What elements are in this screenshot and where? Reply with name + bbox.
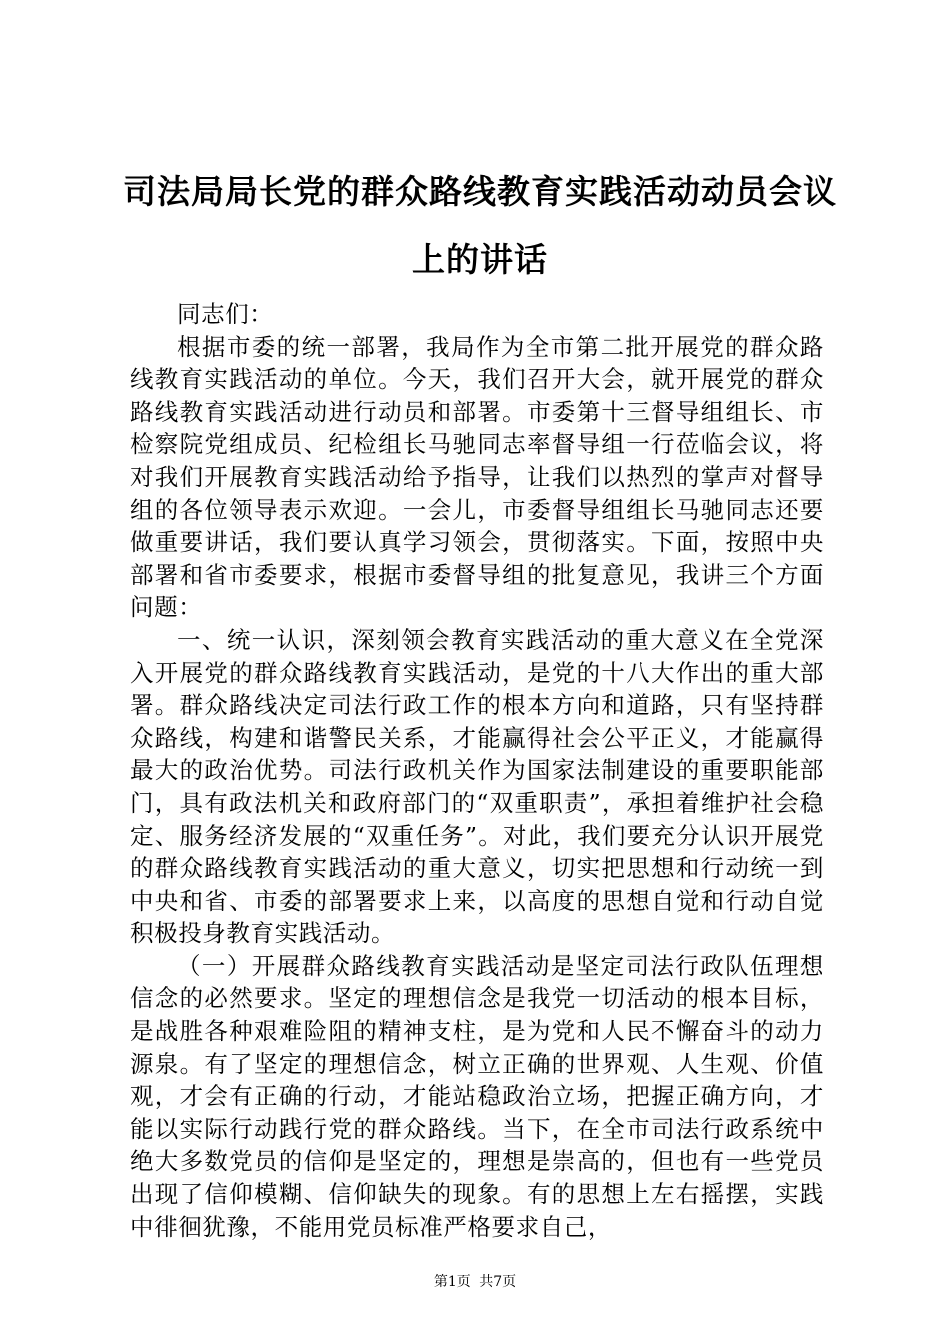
salutation-paragraph: 同志们： xyxy=(177,300,274,328)
page-footer xyxy=(0,1271,950,1291)
document-body xyxy=(130,298,824,1243)
page-number: 第1页 xyxy=(433,1274,471,1290)
subsection-one-paragraph: （一）开展群众路线教育实践活动是坚定司法行政队伍理想信念的必然要求。坚定的理想信念是我党一切活动的根本目标，是战胜各种艰难险阻的精神支柱，是为党和人民不懈奋斗的动力源泉。有了坚定的理想信念，树立正确的世界观、人生观、价值观，才会有正确的行动，才能站稳政治立场，把握正确方向，才能以实际行动践行党的群众路线。当下，在全市司法行政系统中绝大多数党员的信仰是坚定的，理想是崇高的，但也有一些党员出现了信仰模糊、信仰缺失的现象。有的思想上左右摇摆，实践中徘徊犹豫，不能用党员标准严格要求自己， xyxy=(130,951,824,1241)
page-total: 共7页 xyxy=(479,1274,517,1290)
document-title: 司法局局长党的群众路线教育实践活动动员会议上的讲话 xyxy=(123,172,837,279)
intro-paragraph: 根据市委的统一部署，我局作为全市第二批开展党的群众路线教育实践活动的单位。今天，我们召开大会，就开展党的群众路线教育实践活动进行动员和部署。市委第十三督导组组长、市检察院党组成员、纪检组长马驰同志率督导组一行莅临会议，将对我们开展教育实践活动给予指导，让我们以热烈的掌声对督导组的各位领导表示欢迎。一会儿，市委督导组组长马驰同志还要做重要讲话，我们要认真学习领会，贯彻落实。下面，按照中央部署和省市委要求，根据市委督导组的批复意见，我讲三个方面问题： xyxy=(130,332,824,622)
section-one-paragraph: 一、统一认识，深刻领会教育实践活动的重大意义在全党深入开展党的群众路线教育实践活动，是党的十八大作出的重大部署。群众路线决定司法行政工作的根本方向和道路，只有坚持群众路线，构建和谐警民关系，才能赢得社会公平正义，才能赢得最大的政治优势。司法行政机关作为国家法制建设的重要职能部门，具有政法机关和政府部门的“双重职责”，承担着维护社会稳定、服务经济发展的“双重任务”。对此，我们要充分认识开展党的群众路线教育实践活动的重大意义，切实把思想和行动统一到中央和省、市委的部署要求上来，以高度的思想自觉和行动自觉积极投身教育实践活动。 xyxy=(130,625,824,948)
